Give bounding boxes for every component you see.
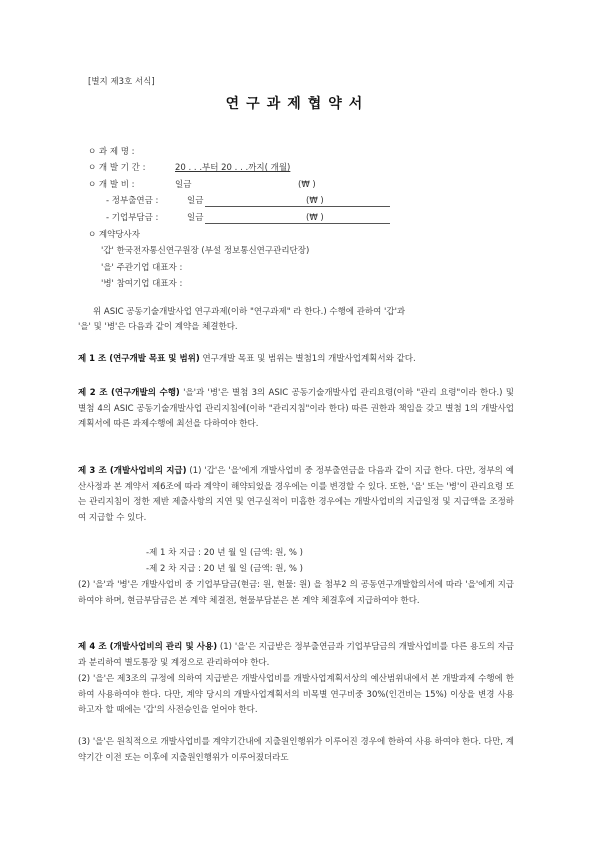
corp-funding-label: - 기업부담금 : [106, 213, 159, 223]
article-4-heading: 제 4 조 (개발사업비의 관리 및 사용) [78, 642, 218, 652]
article-2-heading: 제 2 조 (연구개발의 수행) [78, 388, 180, 398]
article-1 [78, 352, 514, 368]
cost-won: (₩ ) [298, 180, 316, 190]
article-1-heading: 제 1 조 (연구개발 목표 및 범위) [78, 354, 200, 364]
gov-funding-text: 일금 [187, 196, 204, 206]
party-b: '을' 주관기업 대표자 : [101, 263, 183, 273]
document-title: 연구과제협약서 [225, 96, 370, 112]
project-name-label: ㅇ 과 제 명 : [88, 147, 135, 157]
article-3-text: (1) '갑'은 '을'에게 개발사업비 중 정부출연금을 다음과 같이 지급 한다. 다만, 정부의 예산사정과 본 계약서 제6조에 따라 계약이 해약되었을 경우에는 이를 변경할 수 있다. 또한, '을' 또는 '병'이 관리요령 또는 관리지침이 정한 제반 제출사항의 지연 및 연구실적이 미흡한 경우에는 개발사업비의 지급일정 및 지급액을 조정하여 지급할 수 있다. [78, 466, 514, 523]
corp-funding-won: (₩ ) [306, 213, 324, 223]
cost-label: ㅇ 개 발 비 : [88, 180, 135, 190]
gov-funding-won: (₩ ) [306, 196, 324, 206]
party-c: '병' 참여기업 대표자 : [101, 279, 183, 289]
period-value [175, 162, 290, 174]
article-1-text: 연구개발 목표 및 범위는 별첨1의 개발사업계획서와 같다. [199, 354, 416, 364]
gov-funding-label: - 정부출연금 : [106, 196, 159, 206]
corp-funding-underline [205, 213, 390, 224]
article-2 [78, 386, 514, 433]
gov-funding-value [187, 195, 390, 207]
article-4 [78, 640, 514, 671]
payment-1: -제 1 차 지급 : 20 년 월 일 (금액: 원, % ) [146, 548, 303, 558]
article-3 [78, 464, 514, 526]
cost-value: 일금 [175, 180, 192, 190]
parties-label: ㅇ 계약당사자 [88, 230, 140, 240]
corp-funding-text: 일금 [187, 213, 204, 223]
party-a: '갑' 한국전자통신연구원장 (부설 정보통신연구관리단장) [101, 246, 310, 256]
intro-line-1: 위 ASIC 공동기술개발사업 연구과제(이하 "연구과제" 라 한다.) 수행에 관하여 '갑'과 [93, 307, 406, 317]
period-value-text: 20 . . .부터 20 . . .까지( 개월) [175, 163, 291, 173]
form-label: [별지 제3호 서식] [88, 77, 155, 87]
corp-funding-value [187, 212, 390, 224]
gov-funding-underline [205, 196, 390, 207]
article-4-p3: (3) '을'은 원칙적으로 개발사업비를 계약기간내에 지출원인행위가 이루어진 경우에 한하여 사용 하여야 한다. 다만, 계약기간 이전 또는 이후에 지출원인행위가 이루어졌더라도 [78, 737, 514, 763]
article-3-p2: (2) '을'과 '병'은 개발사업비 중 기업부담금(현금: 원, 현물: 원) 을 첨부2 의 공동연구개발합의서에 따라 '을'에게 지급하여야 하며, 현금부담금은 본 계약 체결전, 현물부담분은 본 계약 체결후에 지급하여야 한다. [78, 580, 514, 606]
article-2-text: '을'과 '병'은 별첨 3의 ASIC 공동기술개발사업 관리요령(이하 "관리 요령"이라 한다.) 및 별첨 4의 ASIC 공동기술개발사업 관리지침에(이하 "관리지침"이라 한다) 따른 권한과 책임을 갖고 별첨 1의 개발사업계획서에 따른 과제수행에 최선을 다하여야 한다. [78, 388, 514, 429]
article-4-text: (1) '을'은 지급받은 정부출연금과 기업부담금의 개발사업비를 다른 용도의 자금과 분리하여 별도통장 및 계정으로 관리하여야 한다. [78, 642, 514, 668]
payment-2: -제 2 차 지급 : 20 년 월 일 (금액: 원, % ) [146, 564, 303, 574]
intro-line-2: '을' 및 '병'은 다음과 같이 계약을 체결한다. [78, 322, 238, 332]
period-label: ㅇ 개 발 기 간 : [88, 163, 146, 173]
article-4-p2: (2) '을'은 제3조의 규정에 의하여 지급받은 개발사업비를 개발사업계획서상의 예산범위내에서 본 개발과제 수행에 한하여 사용하여야 한다. 다만, 계약 당시의 개발사업계획서의 비목별 연구비중 30%(인건비는 15%) 이상을 변경 사용하고자 할 때에는 '갑'의 사전승인을 얻어야 한다. [78, 674, 514, 715]
article-3-heading: 제 3 조 (개발사업비의 지급) [78, 466, 187, 476]
